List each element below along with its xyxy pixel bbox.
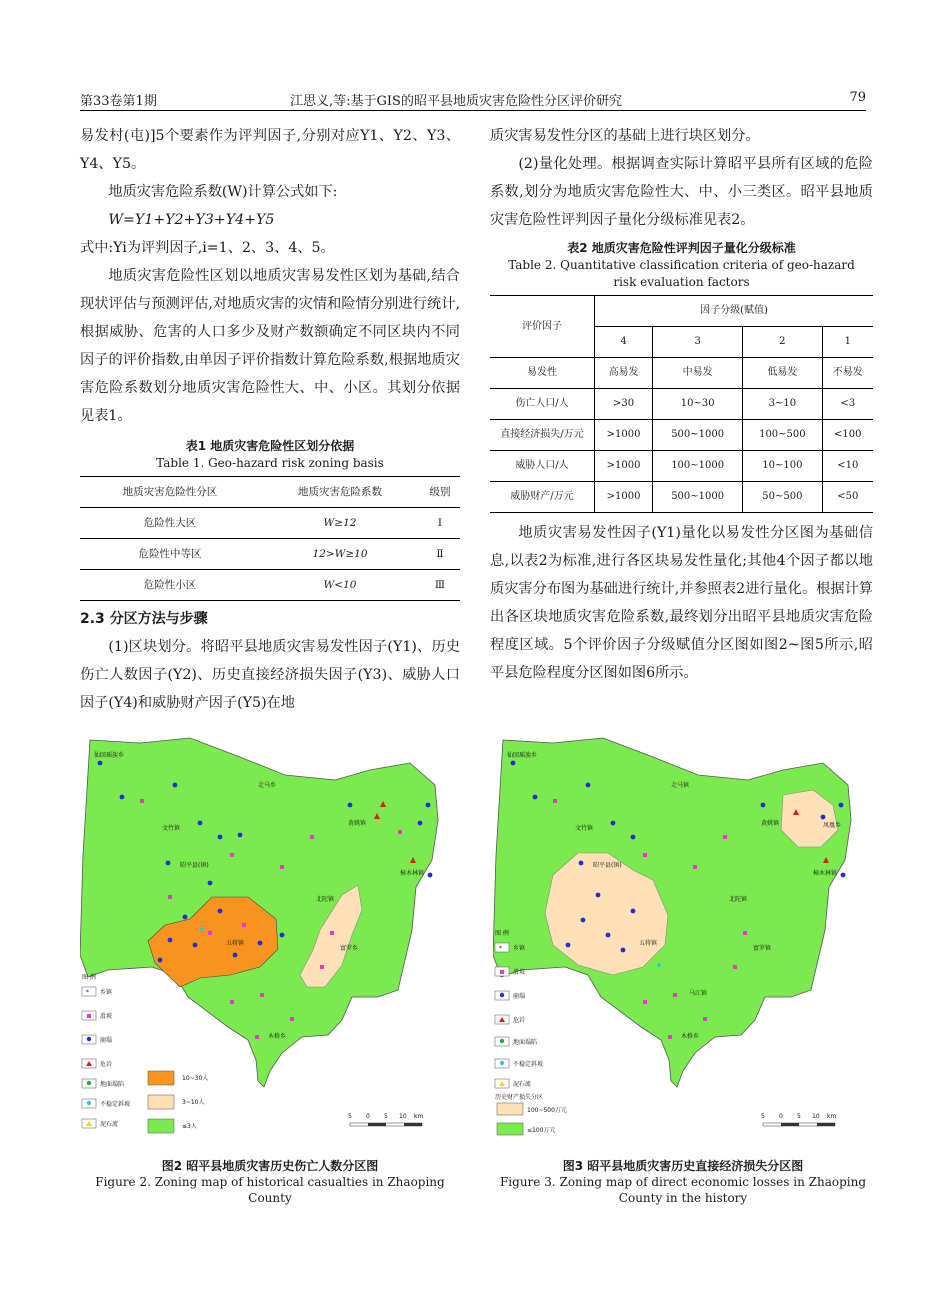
table1-caption xyxy=(80,438,460,472)
table1 xyxy=(80,476,460,601)
town-label: 黄姚镇 xyxy=(761,820,780,827)
paragraph: (2)量化处理。根据调查实际计算昭平县所有区域的危险系数,划分为地质灾害危险性大、中、小三类区。昭平县地质灾害危险性评判因子量化分级标准见表2。 xyxy=(490,156,873,228)
town-label: 富罗镇 xyxy=(753,945,772,952)
caption-zh: 图2 昭平县地质灾害历史伤亡人数分区图 xyxy=(161,1159,379,1173)
table2-title-zh: 表2 地质灾害危险性评判因子量化分级标准 xyxy=(567,241,796,255)
table-cell: <10 xyxy=(822,451,873,482)
table-cell: 100~1000 xyxy=(653,451,743,482)
table2-title-en: Table 2. Quantitative classification criteria of geo-hazard xyxy=(508,258,855,272)
table-cell: 危险性中等区 xyxy=(80,539,260,570)
scale-bar xyxy=(761,1113,836,1126)
zone-title: 历史财产损失分区 xyxy=(495,1094,544,1101)
town-label: 五将镇 xyxy=(226,940,245,947)
paragraph: 易发村(屯)]5个要素作为评判因子,分别对应Y1、Y2、Y3、Y4、Y5。 xyxy=(80,128,460,172)
table2 xyxy=(490,295,873,513)
svg-text:*: * xyxy=(499,945,502,952)
page-number: 79 xyxy=(849,90,866,105)
zone-label: 3~10人 xyxy=(182,1099,205,1106)
zone-label: 100~500万元 xyxy=(527,1107,567,1114)
scale-bar xyxy=(348,1113,423,1126)
svg-text:0: 0 xyxy=(779,1113,783,1120)
legend-label: 地面塌陷 xyxy=(100,1081,125,1088)
paragraph: 地质灾害危险系数(W)计算公式如下: xyxy=(108,184,338,200)
paragraph: (1)区块划分。将昭平县地质灾害易发性因子(Y1)、历史伤亡人数因子(Y2)、历史直接经济损失因子(Y3)、威胁人口因子(Y4)和威胁财产因子(Y5)在地 xyxy=(80,639,460,711)
svg-text:10: 10 xyxy=(812,1113,820,1120)
legend-label: 崩塌 xyxy=(100,1037,113,1044)
table-cell: 3~10 xyxy=(743,389,822,420)
table-cell: 低易发 xyxy=(743,358,822,389)
table-cell: 威胁人口/人 xyxy=(490,451,595,482)
table-cell: 危险性小区 xyxy=(80,570,260,601)
table-cell: 高易发 xyxy=(595,358,653,389)
table-cell: 12>W≥10 xyxy=(260,539,420,570)
table-cell: 500~1000 xyxy=(653,482,743,513)
table-cell: >1000 xyxy=(595,482,653,513)
svg-text:10: 10 xyxy=(399,1113,407,1120)
table-cell: 500~1000 xyxy=(653,420,743,451)
table-header: 4 xyxy=(595,327,653,358)
zone-label: ≤3人 xyxy=(182,1123,197,1130)
table1-title-zh: 表1 地质灾害危险性区划分依据 xyxy=(185,439,355,453)
running-header xyxy=(80,88,866,111)
table-cell: <3 xyxy=(822,389,873,420)
table-cell: 100~500 xyxy=(743,420,822,451)
town-label: 富罗乡 xyxy=(340,945,359,952)
table-cell: Ⅱ xyxy=(420,539,460,570)
svg-text:*: * xyxy=(86,989,89,996)
table-cell: Ⅰ xyxy=(420,508,460,539)
table-header: 3 xyxy=(653,327,743,358)
table-cell: 中易发 xyxy=(653,358,743,389)
town-label: 走马乡 xyxy=(258,782,277,789)
figure3-caption xyxy=(493,1158,873,1206)
legend-label: 滑坡 xyxy=(100,1013,113,1020)
table-cell: 不易发 xyxy=(822,358,873,389)
caption-en: County in the history xyxy=(618,1191,748,1205)
table2-caption xyxy=(490,240,873,291)
svg-text:5: 5 xyxy=(797,1113,801,1120)
caption-zh: 图3 昭平县地质灾害历史直接经济损失分区图 xyxy=(562,1159,804,1173)
town-label: 昭平县(镇) xyxy=(593,862,622,869)
paragraph: 质灾害易发性分区的基础上进行块区划分。 xyxy=(490,128,760,144)
svg-text:5: 5 xyxy=(384,1113,388,1120)
caption-en: Figure 3. Zoning map of direct economic losses in Zhaoping xyxy=(499,1175,867,1189)
town-label: 文竹镇 xyxy=(575,825,594,832)
table-cell: >30 xyxy=(595,389,653,420)
table-cell: 10~30 xyxy=(653,389,743,420)
svg-text:km: km xyxy=(414,1113,424,1120)
paragraph: 地质灾害易发性因子(Y1)量化以易发性分区图为基础信息,以表2为标准,进行各区块易发性量化;其他4个因子都以地质灾害分布图为基础进行统计,并参照表2进行量化。根据计算出各区块地质灾害危险系数,最终划分出昭平县地质灾害危险程度区域。5个评价因子分级赋值分区图如图2~图5所示,昭平县危险程度分区图如图6所示。 xyxy=(490,525,873,681)
legend-label: 危岩 xyxy=(100,1061,113,1068)
legend-label: 泥石流 xyxy=(513,1081,532,1088)
table-cell: <100 xyxy=(822,420,873,451)
caption-en: County xyxy=(248,1191,292,1205)
town-label: 凤凰乡 xyxy=(823,822,842,829)
town-label: 木格乡 xyxy=(681,1033,700,1040)
zone-label: ≤100万元 xyxy=(527,1127,556,1134)
table-cell: <50 xyxy=(822,482,873,513)
town-label: 北陀镇 xyxy=(729,896,748,903)
town-label: 仙回瑶族乡 xyxy=(94,752,125,759)
figure2-caption xyxy=(80,1158,460,1206)
table-cell: 50~500 xyxy=(743,482,822,513)
formula: W=Y1+Y2+Y3+Y4+Y5 xyxy=(108,212,275,228)
svg-text:5: 5 xyxy=(761,1113,765,1120)
table-header: 因子分级(赋值) xyxy=(595,296,874,327)
svg-text:5: 5 xyxy=(348,1113,352,1120)
paragraph: 式中:Yi为评判因子,i=1、2、3、4、5。 xyxy=(80,240,335,256)
table-cell: 直接经济损失/万元 xyxy=(490,420,595,451)
town-label: 走马镇 xyxy=(671,782,690,789)
town-label: 木格乡 xyxy=(268,1033,287,1040)
table-header: 2 xyxy=(743,327,822,358)
town-label: 马江镇 xyxy=(689,990,708,997)
legend-label: 地面塌陷 xyxy=(513,1039,538,1046)
table2-title-en: risk evaluation factors xyxy=(613,275,750,289)
town-label: 樟木林镇 xyxy=(813,870,838,877)
legend-label: 不稳定斜坡 xyxy=(513,1061,544,1068)
table-cell: Ⅲ xyxy=(420,570,460,601)
paragraph: 地质灾害危险性区划以地质灾害易发性区划为基础,结合现状评估与预测评估,对地质灾害的灾情和险情分别进行统计,根据威胁、危害的人口多少及财产数额确定不同区块内不同因子的评价指数,由单因子评价指数计算危险系数,根据地质灾害危险系数划分地质灾害危险性大、中、小区。其划分依据见表1。 xyxy=(80,268,460,424)
town-label: 黄姚镇 xyxy=(348,820,367,827)
legend-title: 图 例 xyxy=(495,930,509,937)
table-header: 地质灾害危险性分区 xyxy=(80,477,260,508)
town-label: 樟木林镇 xyxy=(400,870,425,877)
town-label: 文竹镇 xyxy=(162,825,181,832)
legend-title: 图 例 xyxy=(82,974,96,981)
legend-label: 危岩 xyxy=(513,1017,526,1024)
caption-en: Figure 2. Zoning map of historical casualties in Zhaoping xyxy=(95,1175,445,1189)
table-cell: W≥12 xyxy=(260,508,420,539)
town-label: 五将镇 xyxy=(639,940,658,947)
journal-volume: 第33卷第1期 xyxy=(80,94,157,109)
table-header: 级别 xyxy=(420,477,460,508)
right-column xyxy=(490,122,873,687)
table-cell: W<10 xyxy=(260,570,420,601)
town-label: 仙回瑶族乡 xyxy=(507,752,538,759)
table-cell: 危险性大区 xyxy=(80,508,260,539)
table-header: 地质灾害危险系数 xyxy=(260,477,420,508)
zone-label: 10~30人 xyxy=(182,1075,209,1082)
legend-label: 乡镇 xyxy=(513,945,526,952)
table-header: 1 xyxy=(822,327,873,358)
figure3-map xyxy=(493,735,873,1140)
legend-label: 滑坡 xyxy=(513,969,526,976)
svg-text:0: 0 xyxy=(366,1113,370,1120)
table-header: 评价因子 xyxy=(490,296,595,358)
table-cell: 威胁财产/万元 xyxy=(490,482,595,513)
table-cell: 易发性 xyxy=(490,358,595,389)
legend-label: 不稳定斜坡 xyxy=(100,1101,131,1108)
table-cell: 10~100 xyxy=(743,451,822,482)
table-cell: 伤亡人口/人 xyxy=(490,389,595,420)
table-cell: >1000 xyxy=(595,420,653,451)
svg-text:km: km xyxy=(827,1113,837,1120)
legend-label: 崩塌 xyxy=(513,993,526,1000)
table1-title-en: Table 1. Geo-hazard risk zoning basis xyxy=(156,456,384,470)
table-cell: >1000 xyxy=(595,451,653,482)
figure2-map xyxy=(80,735,460,1140)
section-heading: 2.3 分区方法与步骤 xyxy=(80,611,208,627)
running-title: 江思义,等:基于GIS的昭平县地质灾害危险性分区评价研究 xyxy=(290,94,622,109)
town-label: 昭平县(镇) xyxy=(180,862,209,869)
legend-label: 泥石流 xyxy=(100,1121,119,1128)
legend-label: 乡镇 xyxy=(100,989,113,996)
left-column xyxy=(80,122,460,717)
town-label: 北陀镇 xyxy=(316,896,335,903)
